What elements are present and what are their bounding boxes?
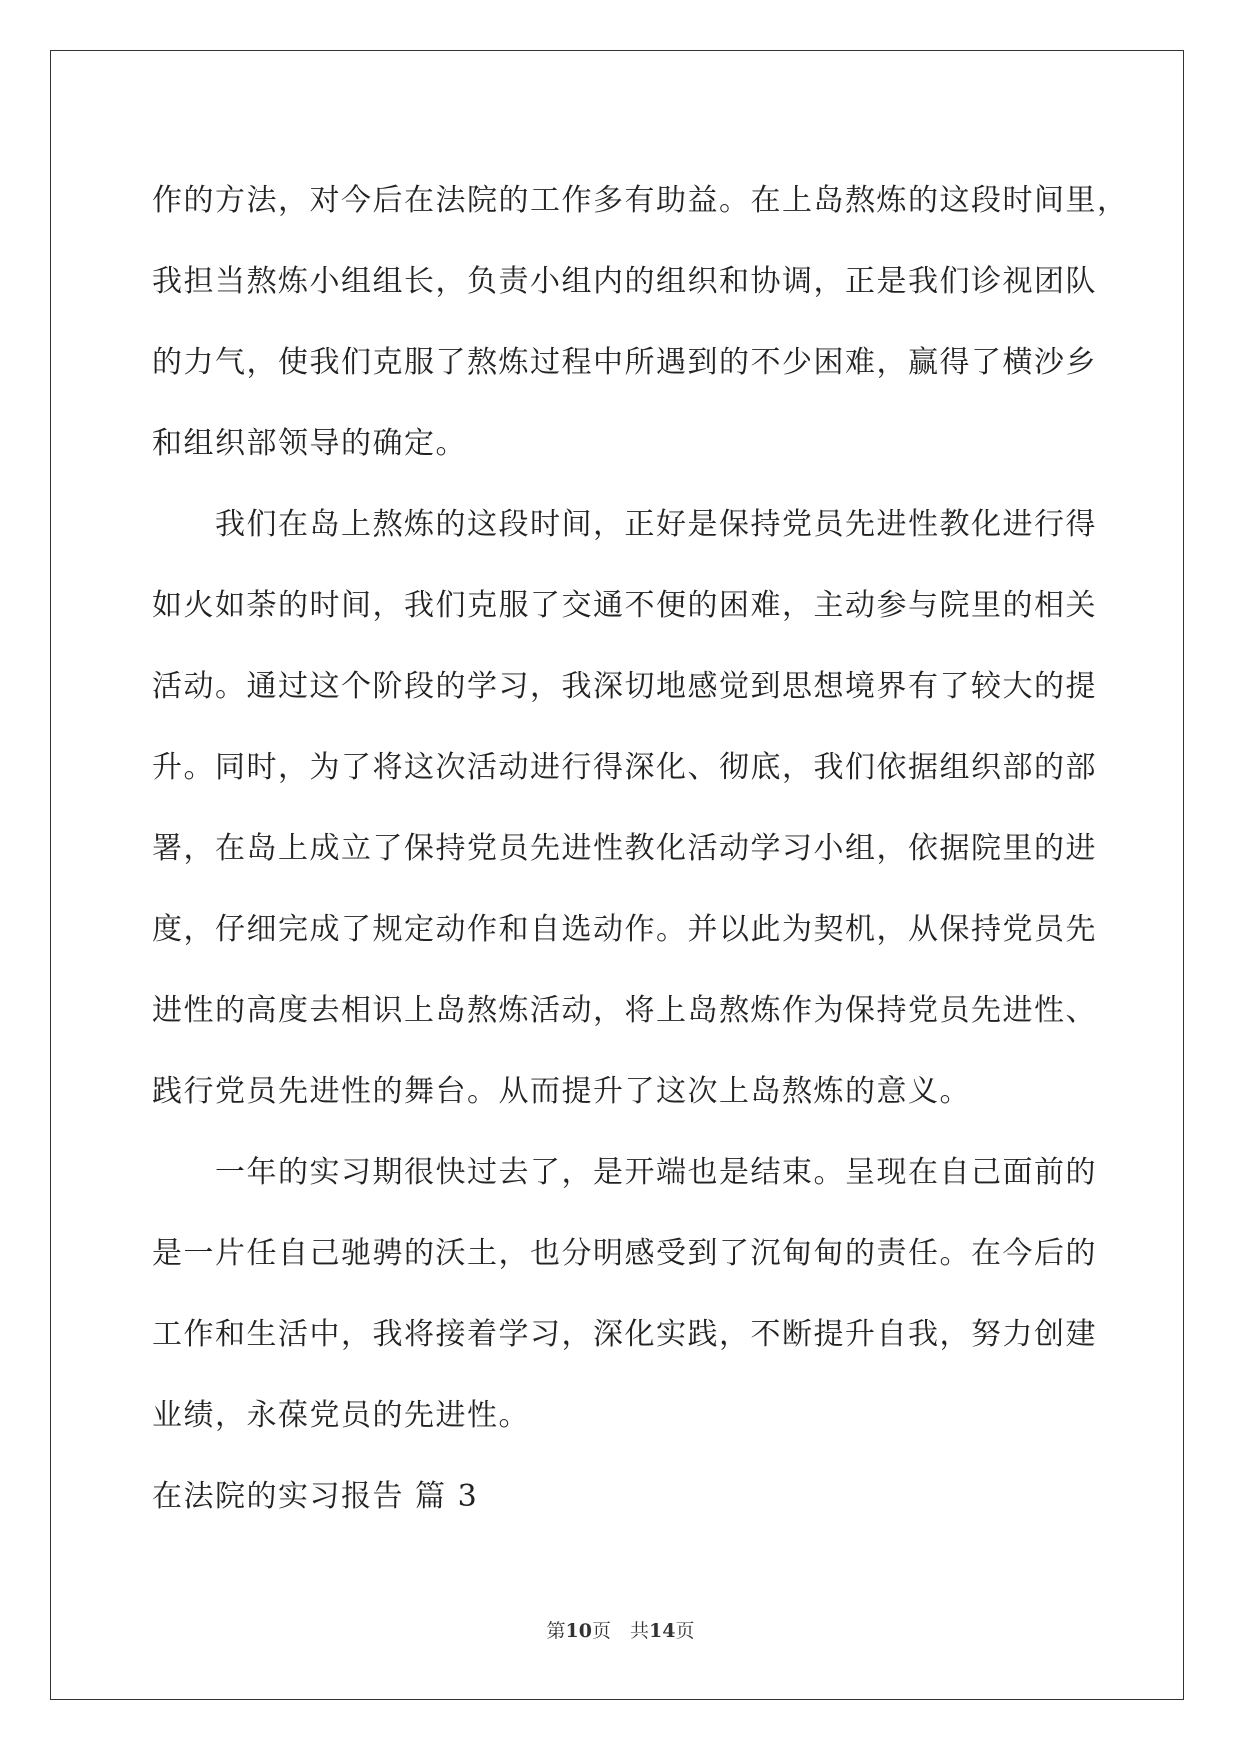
body-line: 业绩，永葆党员的先进性。 [152, 1398, 530, 1433]
body-line: 活动。通过这个阶段的学习，我深切地感觉到思想境界有了较大的提 [152, 669, 1097, 704]
body-line: 的力气，使我们克服了熬炼过程中所遇到的不少困难，赢得了横沙乡 [152, 345, 1097, 380]
body-line: 度，仔细完成了规定动作和自选动作。并以此为契机，从保持党员先 [152, 912, 1097, 947]
section-heading: 在法院的实习报告 篇 3 [152, 1479, 479, 1514]
footer-suffix: 页 [675, 1620, 695, 1642]
body-line: 工作和生活中，我将接着学习，深化实践，不断提升自我，努力创建 [152, 1317, 1097, 1352]
document-body [152, 160, 1129, 1537]
body-line: 如火如荼的时间，我们克服了交通不便的困难，主动参与院里的相关 [152, 588, 1097, 623]
total-page-number: 14 [649, 1620, 676, 1642]
page-footer [0, 1616, 1241, 1643]
body-line: 作的方法，对今后在法院的工作多有助益。在上岛熬炼的这段时间里， [152, 183, 1129, 218]
body-line: 我们在岛上熬炼的这段时间，正好是保持党员先进性教化进行得 [152, 507, 1097, 542]
body-line: 进性的高度去相识上岛熬炼活动，将上岛熬炼作为保持党员先进性、 [152, 993, 1097, 1028]
footer-middle: 页 共 [591, 1620, 649, 1642]
footer-prefix: 第 [546, 1620, 566, 1642]
body-line: 升。同时，为了将这次活动进行得深化、彻底，我们依据组织部的部 [152, 750, 1097, 785]
body-line: 我担当熬炼小组组长，负责小组内的组织和协调，正是我们诊视团队 [152, 264, 1097, 299]
body-line: 和组织部领导的确定。 [152, 426, 467, 461]
body-line: 是一片任自己驰骋的沃土，也分明感受到了沉甸甸的责任。在今后的 [152, 1236, 1097, 1271]
body-line: 践行党员先进性的舞台。从而提升了这次上岛熬炼的意义。 [152, 1074, 971, 1109]
body-line: 署，在岛上成立了保持党员先进性教化活动学习小组，依据院里的进 [152, 831, 1097, 866]
body-line: 一年的实习期很快过去了，是开端也是结束。呈现在自己面前的 [152, 1155, 1097, 1190]
current-page-number: 10 [565, 1620, 592, 1642]
